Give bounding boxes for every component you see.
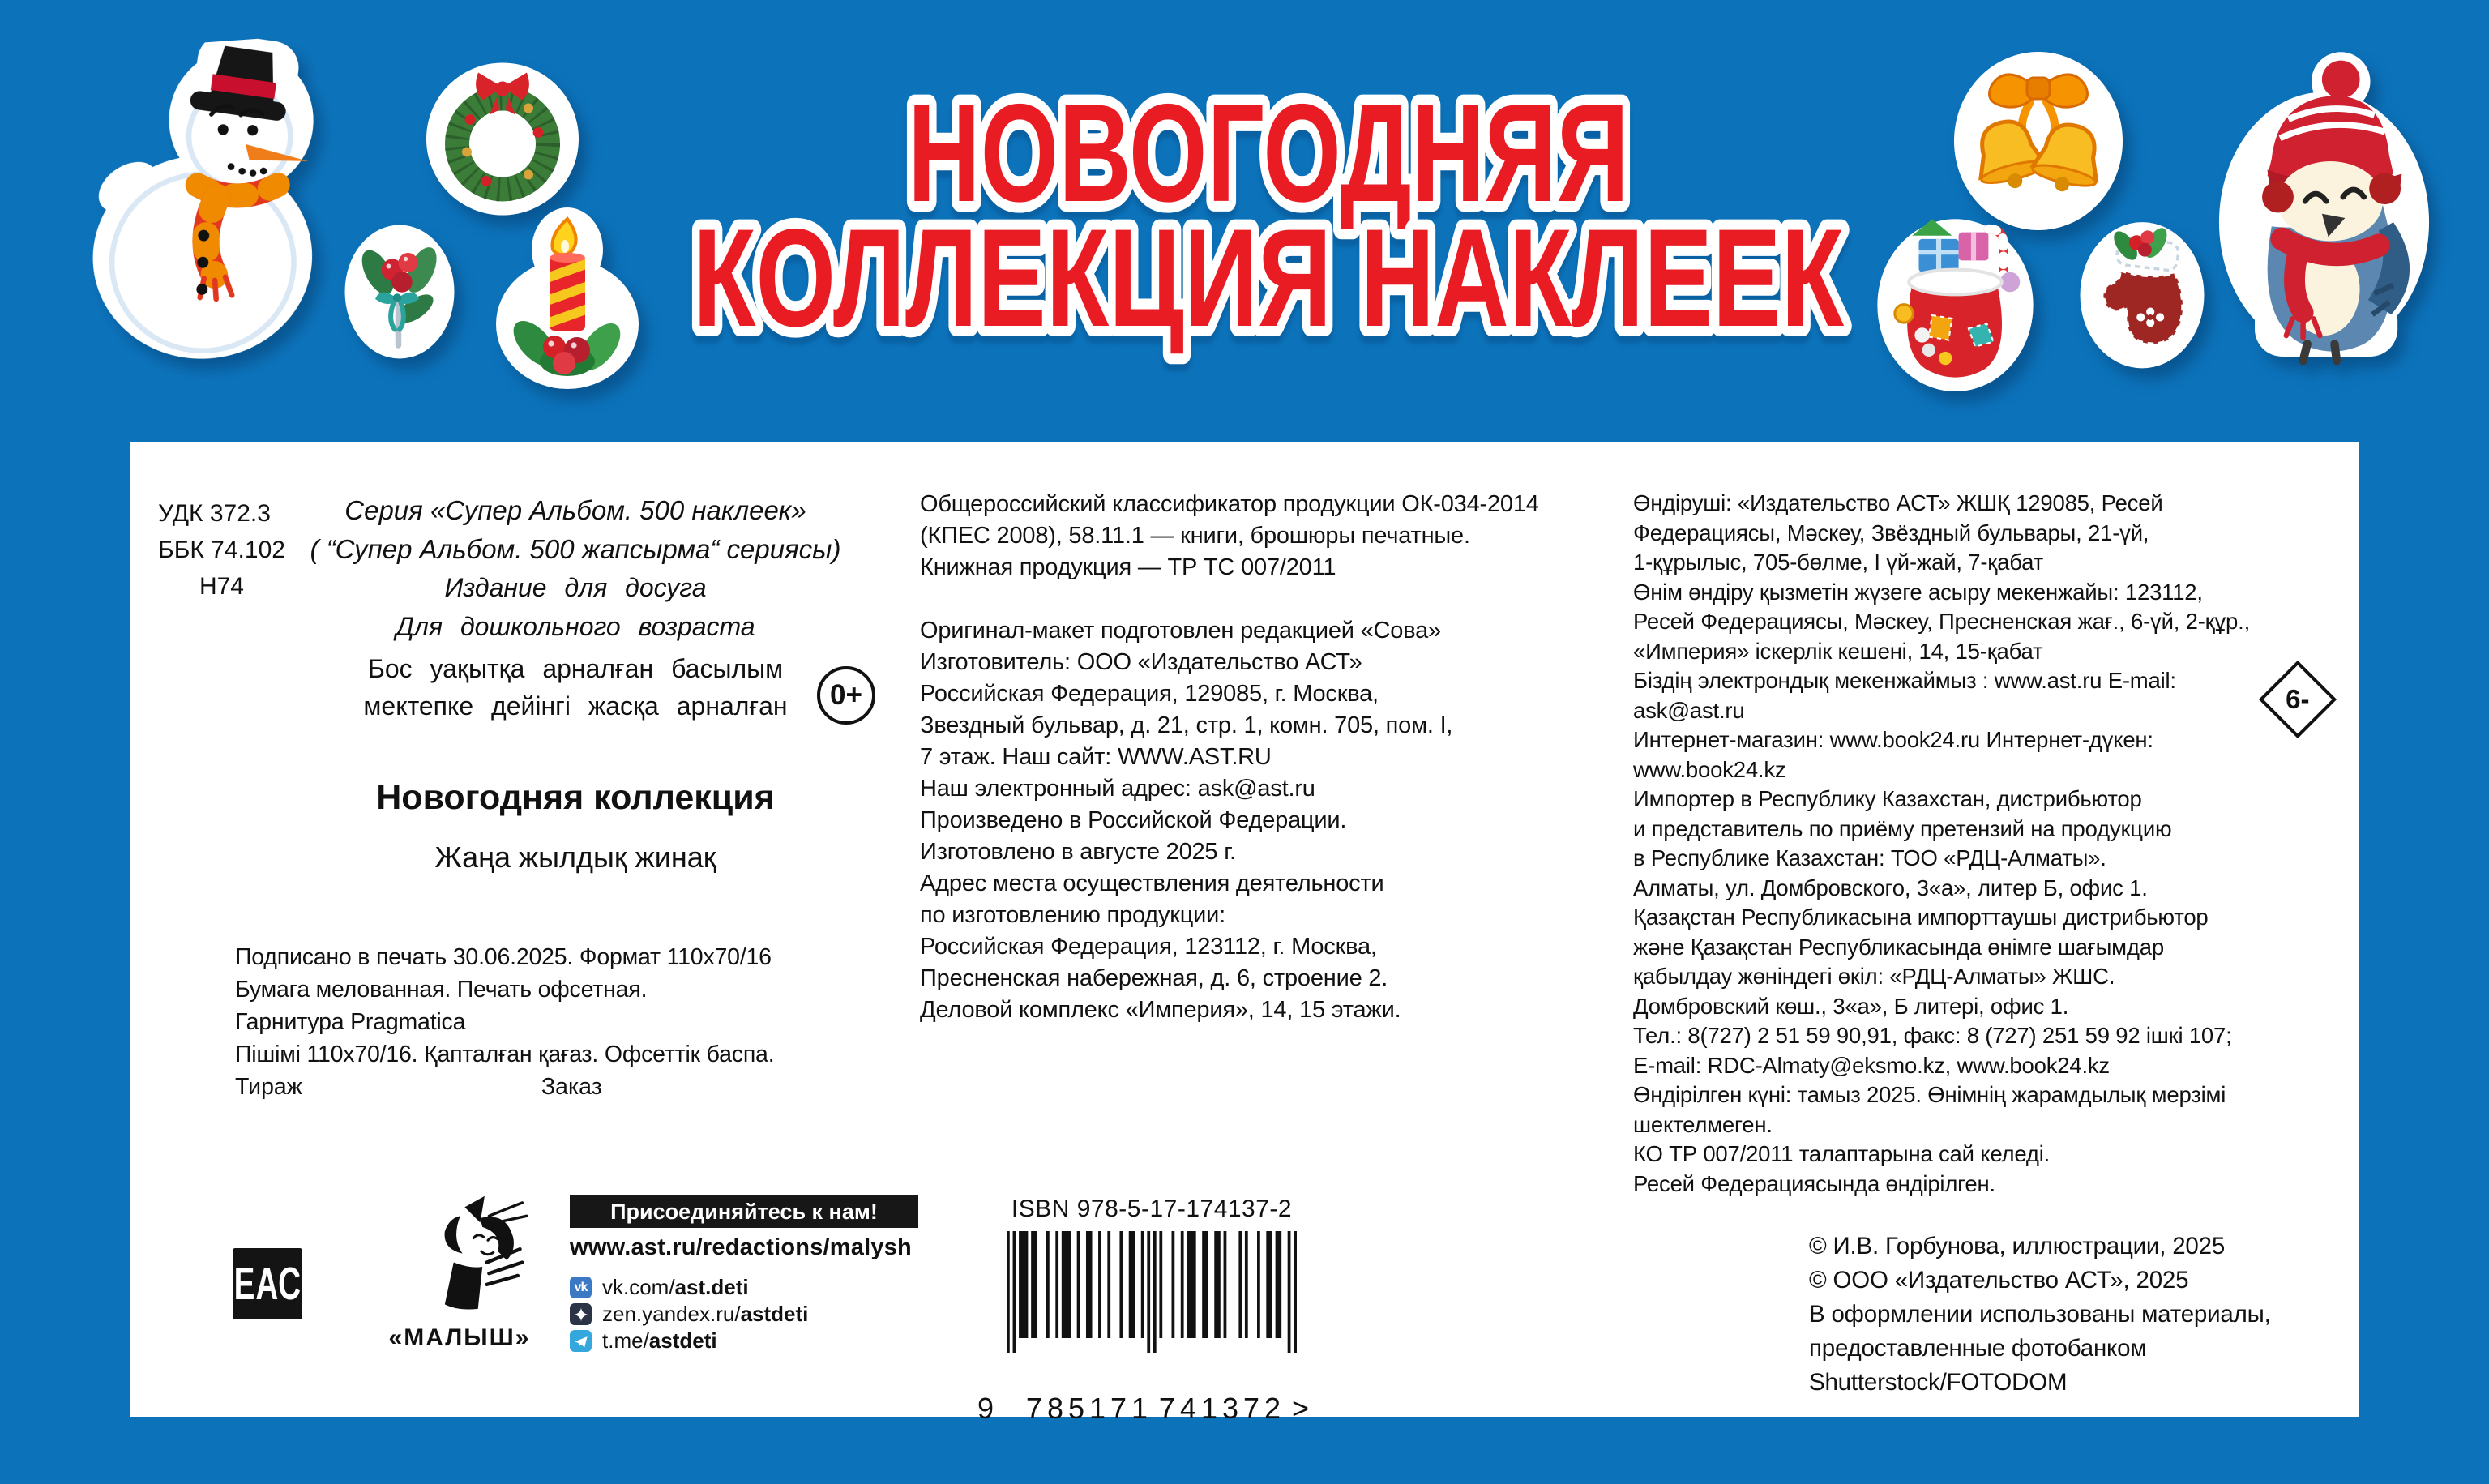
imprint-line-kz: 1-құрылыс, 705-бөлме, І үй-жай, 7-қабат	[1633, 550, 2044, 575]
imprint-line-kz: Ресей Федерациясы, Мәскеу, Пресненская жағ., 6-үй, 2-құр.,	[1633, 609, 2251, 634]
imprint-line-kz: в Республике Казахстан: ТОО «РДЦ-Алматы».	[1633, 845, 2106, 870]
copyright-line: Shutterstock/FOTODOM	[1809, 1369, 2068, 1396]
zen-link: zen.yandex.ru/astdeti	[602, 1302, 809, 1326]
age-note-ru: Для дошкольного возраста	[396, 612, 755, 641]
imprint-line-kz: Өндірілген күні: тамыз 2025. Өнімнің жарамдылық мерзімі	[1633, 1082, 2226, 1107]
tirazh-label: Тираж	[235, 1074, 302, 1100]
copyright-line: предоставленные фотобанком	[1809, 1335, 2147, 1362]
imprint-line-kz: шектелмеген.	[1633, 1111, 1773, 1137]
publisher-site-url: www.ast.ru/redactions/malysh	[570, 1234, 912, 1260]
print-info-line: Пішімі 110х70/16. Қапталған қағаз. Офсеттік баспа.	[235, 1041, 775, 1067]
social-links	[570, 1277, 808, 1357]
imprint-line-ru: Изготовлено в августе 2025 г.	[920, 839, 1236, 865]
tirazh-zakaz-row	[235, 1071, 774, 1103]
imprint-line-kz: www.book24.kz	[1633, 756, 1786, 782]
social-row-vk	[570, 1277, 808, 1298]
gift-sack-sticker	[1872, 209, 2038, 391]
imprint-line-ru: по изготовлению продукции:	[920, 902, 1226, 928]
imprint-line-kz: және Қазақстан Республикасында өнімге шағымдар	[1633, 934, 2164, 960]
vk-icon: vk	[570, 1277, 592, 1298]
imprint-line-ru: Адрес места осуществления деятельности	[920, 870, 1384, 896]
imprint-line-kz: Импортер в Республику Казахстан, дистрибьютор	[1633, 786, 2142, 811]
series-title-ru: Серия «Супер Альбом. 500 наклеек»	[344, 495, 806, 525]
book-code: Н74	[199, 573, 244, 600]
imprint-line-kz: и представитель по приёму претензий на продукцию	[1633, 815, 2172, 841]
imprint-line-ru: (КПЕС 2008), 58.11.1 — книги, брошюры печатные.	[920, 523, 1470, 549]
imprint-column-ru	[920, 489, 1605, 1026]
mitten-sticker	[2073, 211, 2211, 373]
vk-link: vk.com/ast.deti	[602, 1275, 749, 1299]
imprint-line-kz: E-mail: RDC-Almaty@eksmo.kz, www.book24.kz	[1633, 1052, 2110, 1078]
imprint-line-ru: Изготовитель: ООО «Издательство АСТ»	[920, 649, 1362, 675]
copyright-line: © И.В. Горбунова, иллюстрации, 2025	[1809, 1233, 2226, 1259]
imprint-line-kz: Ресей Федерациясында өндірілген.	[1633, 1170, 1995, 1196]
imprint-line-kz: «Империя» іскерлік кешені, 14, 15-қабат	[1633, 638, 2043, 664]
imprint-line-ru: Российская Федерация, 123112, г. Москва,	[920, 934, 1377, 960]
copyright-block	[1809, 1230, 2344, 1400]
barcode	[977, 1231, 1310, 1425]
malysh-figure-icon	[415, 1194, 537, 1315]
isbn-block	[977, 1195, 1310, 1425]
print-info-line: Бумага мелованная. Печать офсетная.	[235, 977, 648, 1003]
wreath-sticker	[421, 53, 584, 219]
imprint-line-ru: Книжная продукция — ТР ТС 007/2011	[920, 554, 1336, 580]
copyright-line: © ООО «Издательство АСТ», 2025	[1809, 1267, 2189, 1294]
candle-sticker	[486, 207, 648, 394]
zakaz-label: Заказ	[541, 1074, 602, 1100]
print-info-line: Подписано в печать 30.06.2025. Формат 110х70/16	[235, 944, 772, 970]
cover-title-line2: КОЛЛЕКЦИЯ НАКЛЕЕК	[693, 200, 1845, 356]
imprint-line-kz: Домбровский көш., 3«а», Б литері, офис 1.	[1633, 993, 2069, 1019]
cover-title-line1: НОВОГОДНЯЯ	[908, 75, 1629, 231]
book-title-ru: Новогодняя коллекция	[376, 778, 775, 817]
leisure-note-kz-1: Бос уақытқа арналған басылым	[367, 654, 784, 683]
imprint-line-kz: қабылдау жөніндегі өкіл: «РДЦ-Алматы» ЖШС.	[1633, 964, 2115, 989]
age-rating-badge-6minus: 6-	[2259, 661, 2337, 738]
ean13-barcode	[1007, 1231, 1297, 1353]
imprint-line-kz: ask@ast.ru	[1633, 697, 1745, 723]
edition-type-ru: Издание для досуга	[444, 573, 707, 602]
social-row-zen	[570, 1303, 808, 1325]
imprint-line-ru	[920, 584, 1605, 615]
join-us-banner: Присоединяйтесь к нам!	[570, 1195, 918, 1228]
owl-sticker	[2209, 37, 2440, 378]
imprint-line-kz: Тел.: 8(727) 2 51 59 90,91, факс: 8 (727) 251 59 92 ішкі 107;	[1633, 1023, 2232, 1048]
imprint-line-ru: Деловой комплекс «Империя», 14, 15 этажи.	[920, 997, 1401, 1023]
imprint-line-ru: Пресненская набережная, д. 6, строение 2.	[920, 965, 1388, 991]
snowman-sticker	[71, 33, 360, 372]
social-row-telegram	[570, 1330, 808, 1352]
leisure-note-kz-2: мектепке дейінгі жасқа арналған	[363, 691, 788, 721]
zen-icon	[570, 1303, 592, 1325]
imprint-line-kz: Өнім өндіру қызметін жүзеге асыру мекенжайы: 123112,	[1633, 579, 2203, 605]
eac-mark: ЕАС	[233, 1248, 302, 1319]
holly-berries-sticker	[339, 217, 460, 371]
book-title-kz: Жаңа жылдық жинақ	[434, 840, 716, 874]
imprint-line-ru: Оригинал-макет подготовлен редакцией «Сова»	[920, 618, 1441, 644]
imprint-column-kz	[1633, 489, 2342, 1199]
bells-sticker	[1949, 47, 2128, 233]
imprint-line-ru: Российская Федерация, 129085, г. Москва,	[920, 681, 1379, 707]
telegram-link: t.me/astdeti	[602, 1328, 717, 1353]
imprint-line-kz: Біздің электрондық мекенжаймыз : www.ast.ru E-mail:	[1633, 668, 2176, 693]
copyright-line: В оформлении использованы материалы,	[1809, 1301, 2271, 1328]
barcode-digits: 9 785171 741372 >	[977, 1392, 1310, 1425]
imprint-line-ru: 7 этаж. Наш сайт: WWW.AST.RU	[920, 744, 1272, 770]
print-info-line: Гарнитура Pragmatica	[235, 1009, 466, 1035]
telegram-icon	[570, 1330, 592, 1352]
isbn-number: ISBN 978-5-17-174137-2	[1011, 1195, 1293, 1222]
imprint-line-kz: Алматы, ул. Домбровского, 3«а», литер Б, офис 1.	[1633, 875, 2148, 900]
imprint-panel	[130, 442, 2359, 1425]
imprint-line-ru: Наш электронный адрес: ask@ast.ru	[920, 776, 1315, 802]
imprint-line-kz: Қазақстан Республикасына импорттаушы дистрибьютор	[1633, 905, 2209, 930]
imprint-line-kz: Федерациясы, Мәскеу, Звёздный бульвары, 21-үй,	[1633, 520, 2149, 545]
imprint-line-ru: Звездный бульвар, д. 21, стр. 1, комн. 705, пом. I,	[920, 712, 1453, 738]
imprint-line-kz: Интернет-магазин: www.book24.ru Интернет-дүкен:	[1633, 727, 2153, 752]
malysh-publisher-logo	[362, 1194, 557, 1352]
imprint-line-kz: Өндіруші: «Издательство АСТ» ЖШҚ 129085, Ресей	[1633, 490, 2163, 515]
age-rating-badge-0plus: 0+	[817, 666, 875, 725]
series-title-kz: ( “Супер Альбом. 500 жапсырма“ сериясы)	[310, 534, 841, 564]
bbk-number: ББК 74.102	[158, 537, 285, 563]
imprint-line-ru: Общероссийский классификатор продукции ОК-034-2014	[920, 491, 1539, 517]
imprint-line-kz: КО ТР 007/2011 талаптарына сай келеді.	[1633, 1141, 2051, 1166]
imprint-line-ru: Произведено в Российской Федерации.	[920, 807, 1347, 833]
udk-number: УДК 372.3	[158, 500, 271, 527]
malysh-label: «МАЛЫШ»	[388, 1324, 531, 1351]
print-info-block	[235, 941, 774, 1103]
